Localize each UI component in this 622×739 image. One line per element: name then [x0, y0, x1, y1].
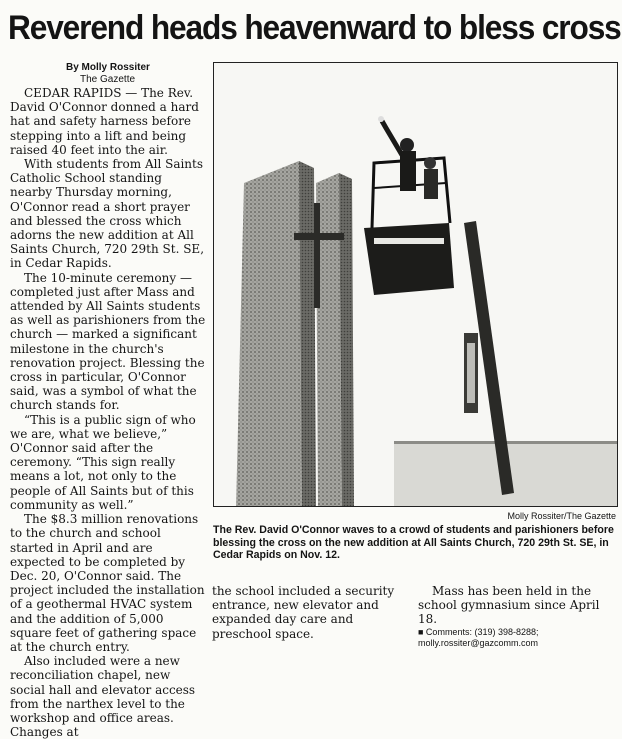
cross-tower	[236, 161, 354, 507]
photo-credit: Molly Rossiter/The Gazette	[507, 511, 616, 521]
comments-phone: ■ Comments: (319) 398-8288;	[418, 626, 539, 637]
article-column-2	[212, 584, 416, 641]
article-column-3	[418, 584, 618, 649]
contact-info	[418, 627, 618, 649]
author-email[interactable]: molly.rossiter@gazcomm.com	[418, 637, 538, 648]
affiliation: The Gazette	[80, 74, 136, 85]
news-photo	[213, 62, 618, 507]
paragraph: “This is a public sign of who we are, what we believe,” O'Connor said after the ceremony. “This sign really means a lot, not only to the people of All Saints but of this community as well.”	[10, 412, 196, 512]
photo-caption: The Rev. David O'Connor waves to a crowd of students and parishioners before blessing the cross on the new addition at All Saints Church, 720 29th St. SE, in Cedar Rapids on Nov. 12.	[213, 524, 614, 562]
paragraph: The 10-minute ceremony — completed just after Mass and attended by All Saints students as well as parishioners from the church — marked a significant milestone in the church's renovation project. Blessing the cross in particular, O'Connor said, was a symbol of what the church stands for.	[10, 270, 206, 413]
photo-illustration	[214, 63, 618, 507]
paragraph: Also included were a new reconciliation chapel, new social hall and elevator access from the narthex level to the workshop and office areas. Changes at	[10, 654, 196, 739]
paragraph: With students from All Saints Catholic School standing nearby Thursday morning, O'Connor read a short prayer and blessed the cross which adorns the new addition at All Saints Church, 720 29th St. SE, in Cedar Rapids.	[10, 157, 205, 271]
article-column-1	[10, 86, 206, 739]
byline: By Molly Rossiter	[66, 62, 150, 73]
paragraph: Mass has been held in the school gymnasium since April 18.	[418, 584, 600, 627]
paragraph: The $8.3 million renovations to the church and school started in April and are expected to be completed by Dec. 20, O'Connor said. The project included the installation of a geothermal HVAC system and the addition of 5,000 square feet of gathering space at the church entry.	[10, 512, 205, 654]
paragraph: CEDAR RAPIDS — The Rev. David O'Connor donned a hard hat and safety harness before stepping into a lift and being raised 40 feet into the air.	[10, 86, 199, 157]
paragraph: the school included a security entrance, new elevator and expanded day care and preschool space.	[212, 584, 395, 641]
headline: Reverend heads heavenward to bless cross	[8, 9, 621, 47]
